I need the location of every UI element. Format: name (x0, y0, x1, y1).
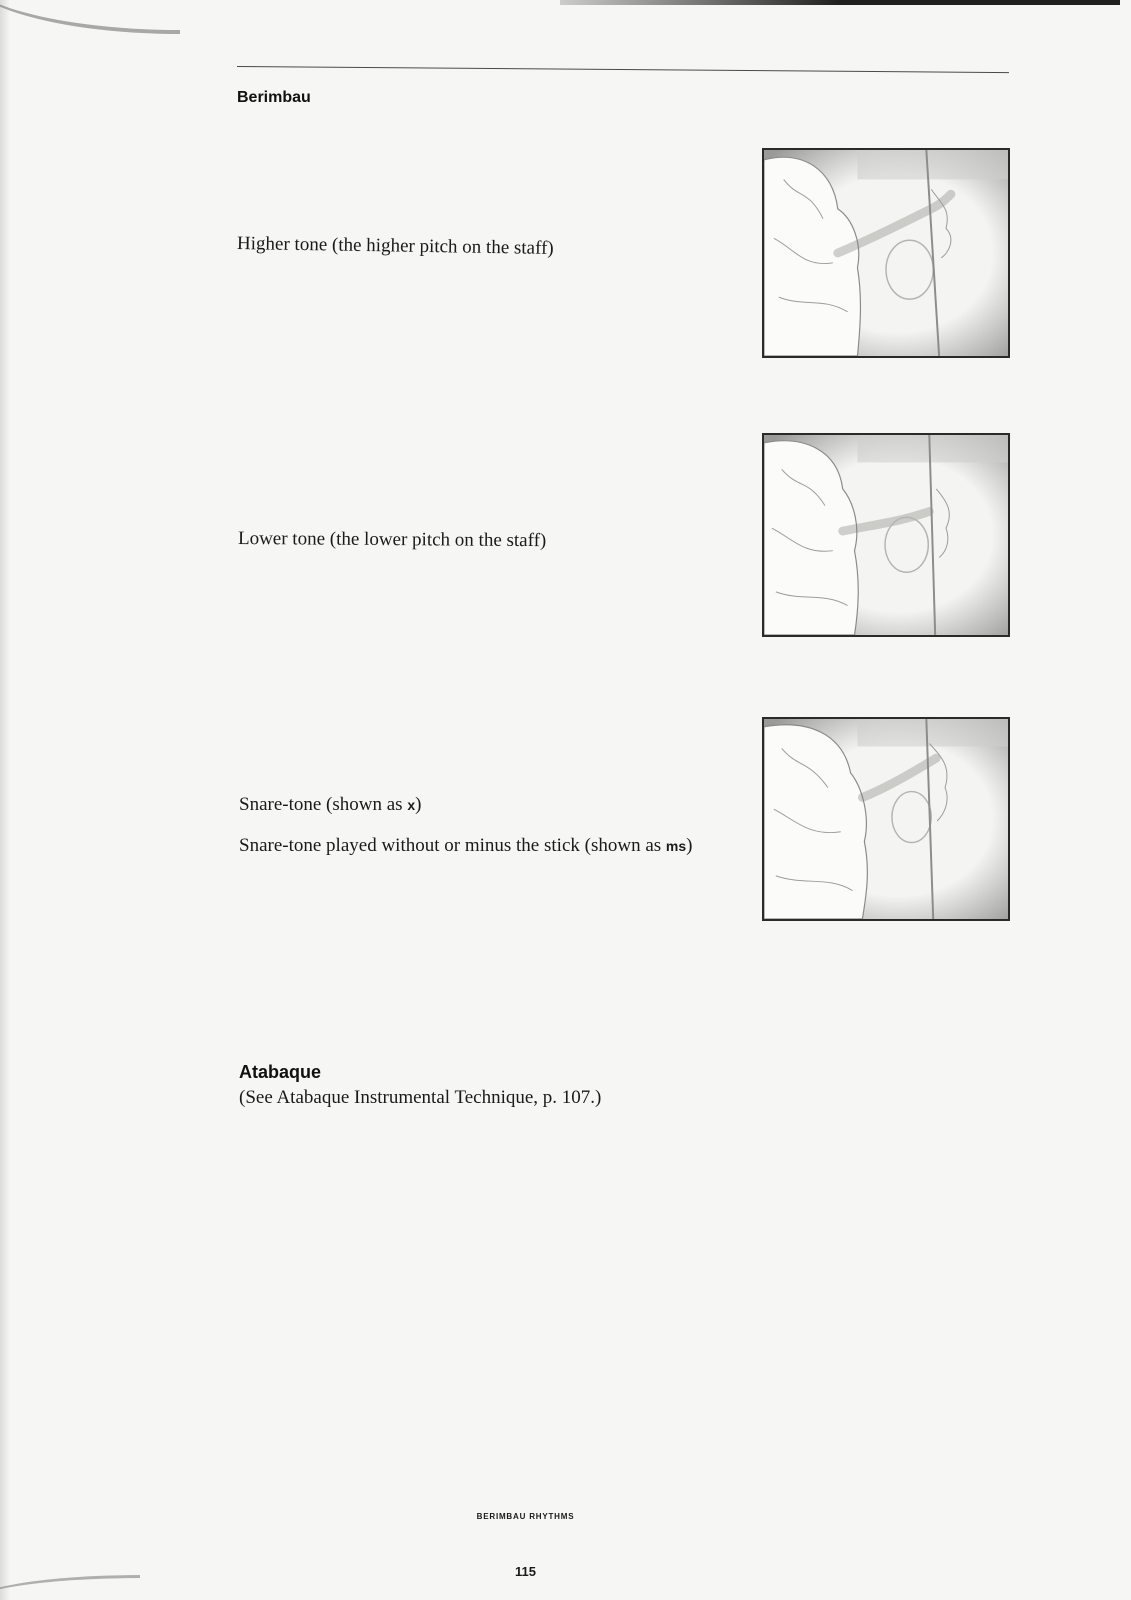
page-curl-top-left (0, 0, 180, 34)
snare-tone-symbol: x (407, 797, 416, 813)
hand-playing-berimbau-image (764, 435, 1008, 635)
page-number: 115 (515, 1564, 536, 1579)
snare-tone-text: Snare-tone (shown as (239, 794, 408, 815)
technique-lower-tone: Lower tone (the lower pitch on the staff) (237, 528, 547, 552)
technique-snare-tone (239, 794, 421, 816)
page-edge-top (560, 0, 1120, 5)
header-rule (237, 66, 1009, 73)
photo-snare-tone (762, 717, 1010, 921)
hand-playing-berimbau-image (764, 719, 1008, 919)
technique-higher-tone: Higher tone (the higher pitch on the staff) (236, 233, 554, 259)
photo-lower-tone (762, 433, 1010, 637)
snare-minus-stick-text-end: ) (686, 835, 693, 856)
section-heading-berimbau: Berimbau (237, 89, 311, 106)
snare-minus-stick-symbol: ms (665, 838, 687, 854)
hand-playing-berimbau-image (764, 150, 1008, 356)
photo-higher-tone (762, 148, 1010, 358)
snare-tone-text-end: ) (415, 794, 422, 815)
section-heading-atabaque: Atabaque (239, 1062, 322, 1082)
atabaque-cross-reference: (See Atabaque Instrumental Technique, p. 107.) (239, 1087, 602, 1108)
running-footer-title: BERIMBAU RHYTHMS (476, 1512, 575, 1521)
technique-snare-tone-minus-stick (239, 835, 692, 857)
scan-edge-shadow (0, 0, 10, 1600)
snare-minus-stick-text: Snare-tone played without or minus the stick (shown as (239, 835, 666, 856)
